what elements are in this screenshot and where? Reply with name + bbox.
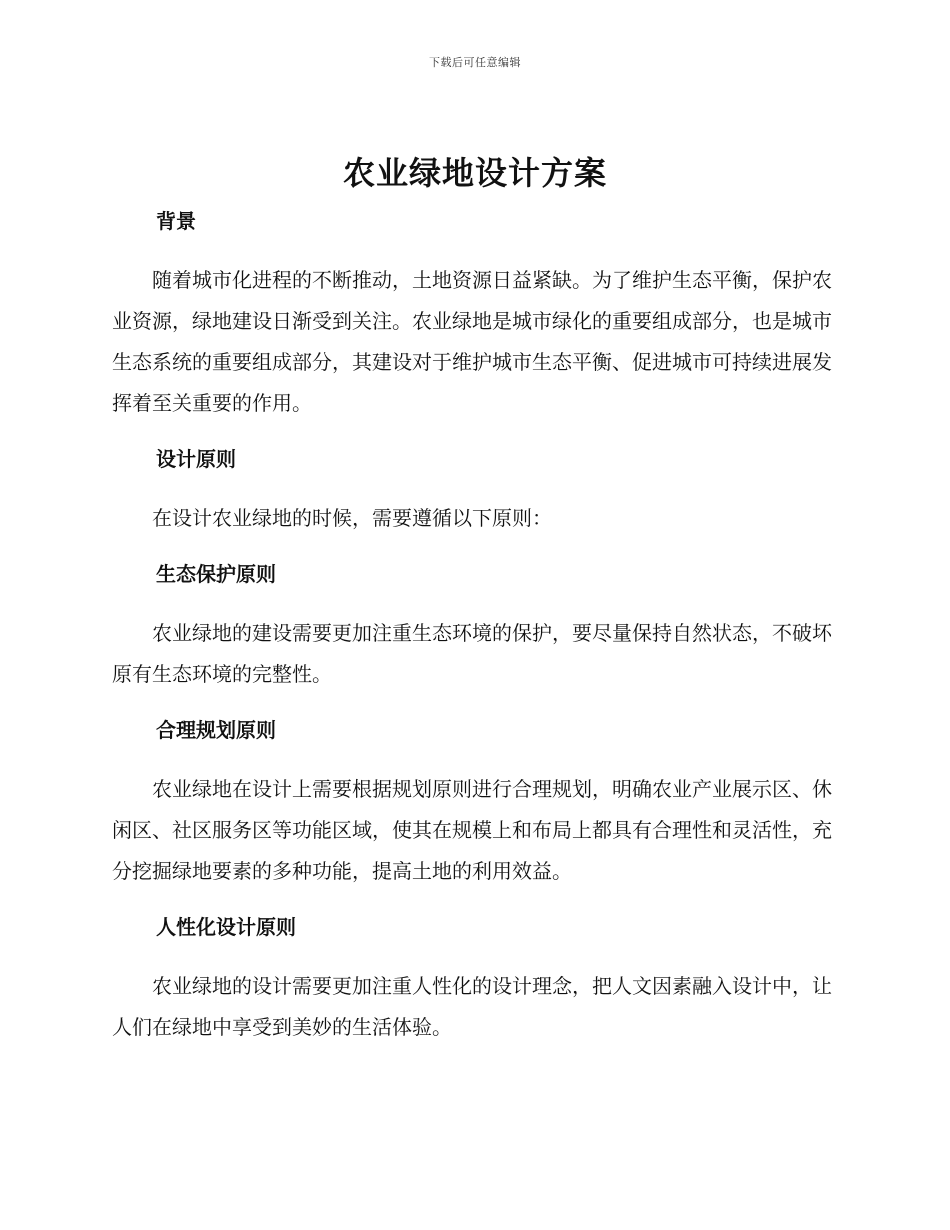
section-heading-planning: 合理规划原则 bbox=[156, 718, 276, 742]
document-title: 农业绿地设计方案 bbox=[342, 154, 607, 192]
section-heading-background: 背景 bbox=[156, 209, 196, 233]
section-paragraph-eco: 农业绿地的建设需要更加注重生态环境的保护，要尽量保持自然状态，不破坏原有生态环境的完整性。 bbox=[112, 621, 832, 686]
document-body bbox=[112, 206, 832, 1048]
section-paragraph-humanized: 农业绿地的设计需要更加注重人性化的设计理念，把人文因素融入设计中，让人们在绿地中享受到美妙的生活体验。 bbox=[112, 974, 832, 1039]
section-heading-eco: 生态保护原则 bbox=[156, 562, 276, 586]
section-paragraph-principles: 在设计农业绿地的时候，需要遵循以下原则： bbox=[152, 506, 552, 530]
section-paragraph-background: 随着城市化进程的不断推动，土地资源日益紧缺。为了维护生态平衡，保护农业资源，绿地建设日渐受到关注。农业绿地是城市绿化的重要组成部分，也是城市生态系统的重要组成部分，其建设对于维护城市生态平衡、促进城市可持续进展发挥着至关重要的作用。 bbox=[112, 268, 832, 415]
section-heading-humanized: 人性化设计原则 bbox=[156, 915, 296, 939]
section-heading-principles: 设计原则 bbox=[156, 447, 236, 471]
page-header-note: 下载后可任意编辑 bbox=[429, 56, 521, 69]
section-paragraph-planning: 农业绿地在设计上需要根据规划原则进行合理规划，明确农业产业展示区、休闲区、社区服务区等功能区域，使其在规模上和布局上都具有合理性和灵活性，充分挖掘绿地要素的多种功能，提高土地的利用效益。 bbox=[112, 777, 832, 883]
